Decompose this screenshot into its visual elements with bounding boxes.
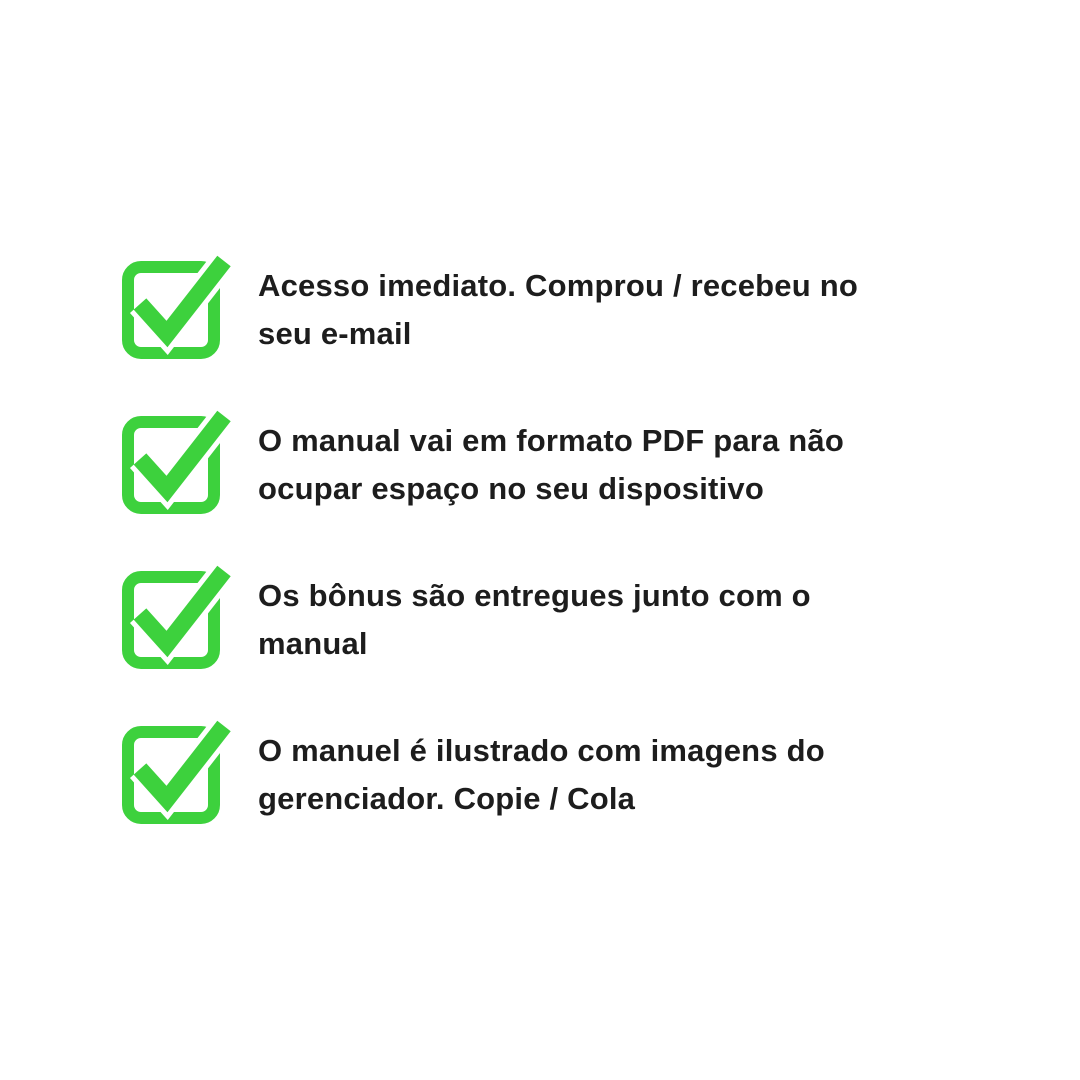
checklist-item-text bbox=[258, 413, 844, 513]
checklist-item-line: manual bbox=[258, 626, 368, 661]
checkbox-checked-icon bbox=[120, 413, 228, 515]
checklist-item-text bbox=[258, 568, 811, 668]
checklist-item bbox=[120, 413, 858, 515]
checklist-item bbox=[120, 723, 858, 825]
checklist bbox=[120, 258, 858, 825]
checklist-item-line: O manual vai em formato PDF para não bbox=[258, 423, 845, 458]
checklist-item-line: gerenciador. Copie / Cola bbox=[258, 781, 636, 816]
checklist-item bbox=[120, 258, 858, 360]
checklist-item-text bbox=[258, 723, 825, 823]
checklist-item-line: ocupar espaço no seu dispositivo bbox=[258, 471, 764, 506]
checkbox-checked-icon bbox=[120, 723, 228, 825]
checklist-item bbox=[120, 568, 858, 670]
checklist-item-text bbox=[258, 258, 858, 358]
checklist-item-line: seu e-mail bbox=[258, 316, 412, 351]
checkbox-checked-icon bbox=[120, 258, 228, 360]
checkbox-checked-icon bbox=[120, 568, 228, 670]
checklist-item-line: O manuel é ilustrado com imagens do bbox=[258, 733, 825, 768]
checklist-item-line: Acesso imediato. Comprou / recebeu no bbox=[258, 268, 858, 303]
checklist-item-line: Os bônus são entregues junto com o bbox=[258, 578, 811, 613]
